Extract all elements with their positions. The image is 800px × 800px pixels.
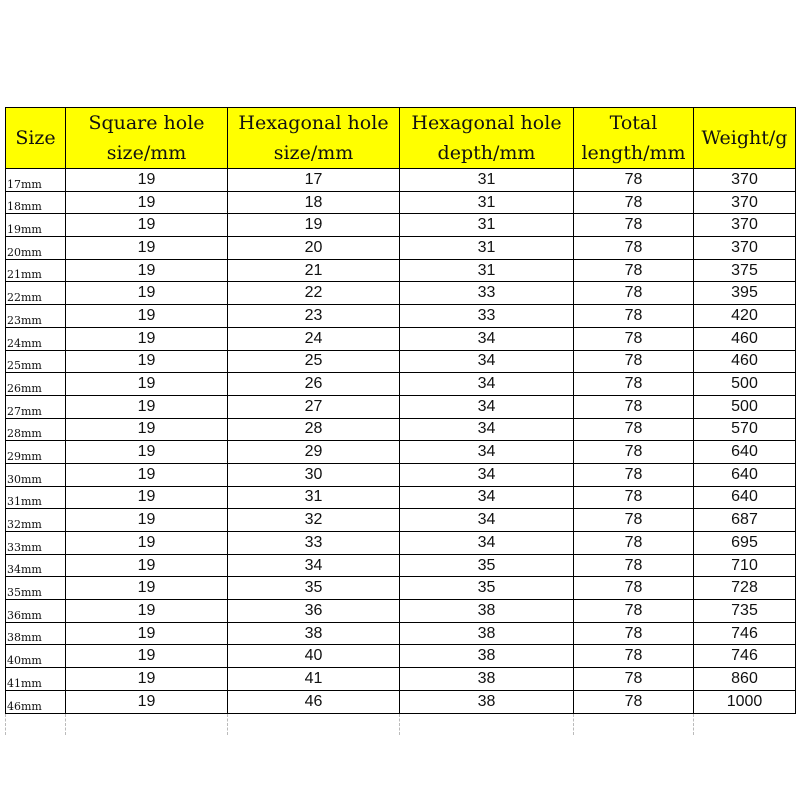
square-hole-size-cell: 19 xyxy=(66,327,228,350)
hex-hole-size-cell: 27 xyxy=(228,395,400,418)
table-row xyxy=(6,373,796,396)
weight-cell: 500 xyxy=(694,373,796,396)
square-hole-size-cell: 19 xyxy=(66,577,228,600)
total-length-cell: 78 xyxy=(574,486,694,509)
square-hole-size-cell: 19 xyxy=(66,600,228,623)
header-total-length: Total length/mm xyxy=(574,108,694,169)
weight-cell: 375 xyxy=(694,259,796,282)
total-length-cell: 78 xyxy=(574,237,694,260)
weight-cell: 570 xyxy=(694,418,796,441)
header-hexagonal-hole-size: Hexagonal hole size/mm xyxy=(228,108,400,169)
weight-cell: 687 xyxy=(694,509,796,532)
square-hole-size-cell: 19 xyxy=(66,237,228,260)
size-cell: 21mm xyxy=(6,259,66,282)
header-square-hole-size: Square hole size/mm xyxy=(66,108,228,169)
size-cell: 23mm xyxy=(6,305,66,328)
square-hole-size-cell: 19 xyxy=(66,441,228,464)
hex-hole-depth-cell: 31 xyxy=(400,259,574,282)
hex-hole-size-cell: 20 xyxy=(228,237,400,260)
size-cell: 38mm xyxy=(6,622,66,645)
hex-hole-size-cell: 35 xyxy=(228,577,400,600)
hex-hole-size-cell: 23 xyxy=(228,305,400,328)
total-length-cell: 78 xyxy=(574,259,694,282)
hex-hole-size-cell: 25 xyxy=(228,350,400,373)
gridline-cell xyxy=(66,713,228,735)
hex-hole-size-cell: 32 xyxy=(228,509,400,532)
total-length-cell: 78 xyxy=(574,373,694,396)
hex-hole-size-cell: 22 xyxy=(228,282,400,305)
hex-hole-size-cell: 33 xyxy=(228,532,400,555)
hex-hole-depth-cell: 34 xyxy=(400,327,574,350)
table-row xyxy=(6,214,796,237)
weight-cell: 860 xyxy=(694,668,796,691)
hex-hole-size-cell: 17 xyxy=(228,169,400,192)
table-row xyxy=(6,690,796,713)
total-length-cell: 78 xyxy=(574,282,694,305)
hex-hole-size-cell: 36 xyxy=(228,600,400,623)
hex-hole-depth-cell: 34 xyxy=(400,509,574,532)
weight-cell: 710 xyxy=(694,554,796,577)
square-hole-size-cell: 19 xyxy=(66,418,228,441)
table-row xyxy=(6,282,796,305)
total-length-cell: 78 xyxy=(574,622,694,645)
total-length-cell: 78 xyxy=(574,463,694,486)
gridline-cell xyxy=(6,713,66,735)
header-weight: Weight/g xyxy=(694,108,796,169)
square-hole-size-cell: 19 xyxy=(66,259,228,282)
square-hole-size-cell: 19 xyxy=(66,282,228,305)
table-row xyxy=(6,645,796,668)
square-hole-size-cell: 19 xyxy=(66,509,228,532)
size-cell: 33mm xyxy=(6,532,66,555)
trailing-gridline-row xyxy=(6,713,796,735)
hex-hole-size-cell: 24 xyxy=(228,327,400,350)
weight-cell: 735 xyxy=(694,600,796,623)
weight-cell: 746 xyxy=(694,622,796,645)
size-cell: 31mm xyxy=(6,486,66,509)
total-length-cell: 78 xyxy=(574,350,694,373)
header-size: Size xyxy=(6,108,66,169)
total-length-cell: 78 xyxy=(574,645,694,668)
table-row xyxy=(6,668,796,691)
hex-hole-size-cell: 41 xyxy=(228,668,400,691)
square-hole-size-cell: 19 xyxy=(66,350,228,373)
weight-cell: 370 xyxy=(694,169,796,192)
total-length-cell: 78 xyxy=(574,577,694,600)
size-cell: 46mm xyxy=(6,690,66,713)
size-cell: 19mm xyxy=(6,214,66,237)
square-hole-size-cell: 19 xyxy=(66,169,228,192)
table-row xyxy=(6,191,796,214)
square-hole-size-cell: 19 xyxy=(66,373,228,396)
gridline-cell xyxy=(400,713,574,735)
hex-hole-depth-cell: 34 xyxy=(400,486,574,509)
hex-hole-depth-cell: 31 xyxy=(400,214,574,237)
table-row xyxy=(6,509,796,532)
total-length-cell: 78 xyxy=(574,509,694,532)
hex-hole-size-cell: 46 xyxy=(228,690,400,713)
hex-hole-size-cell: 18 xyxy=(228,191,400,214)
hex-hole-depth-cell: 31 xyxy=(400,169,574,192)
size-cell: 40mm xyxy=(6,645,66,668)
total-length-cell: 78 xyxy=(574,214,694,237)
table-header xyxy=(6,108,796,169)
size-cell: 17mm xyxy=(6,169,66,192)
hex-hole-size-cell: 29 xyxy=(228,441,400,464)
header-row xyxy=(6,108,796,169)
hex-hole-size-cell: 38 xyxy=(228,622,400,645)
hex-hole-depth-cell: 34 xyxy=(400,463,574,486)
hex-hole-depth-cell: 34 xyxy=(400,395,574,418)
hex-hole-depth-cell: 38 xyxy=(400,645,574,668)
square-hole-size-cell: 19 xyxy=(66,486,228,509)
gridline-cell xyxy=(694,713,796,735)
weight-cell: 695 xyxy=(694,532,796,555)
hex-hole-depth-cell: 34 xyxy=(400,373,574,396)
size-cell: 34mm xyxy=(6,554,66,577)
size-cell: 28mm xyxy=(6,418,66,441)
total-length-cell: 78 xyxy=(574,600,694,623)
table-row xyxy=(6,418,796,441)
total-length-cell: 78 xyxy=(574,554,694,577)
table-row xyxy=(6,463,796,486)
table-row xyxy=(6,441,796,464)
table-row xyxy=(6,554,796,577)
hex-hole-size-cell: 21 xyxy=(228,259,400,282)
table-row xyxy=(6,600,796,623)
table-row xyxy=(6,622,796,645)
hex-hole-depth-cell: 35 xyxy=(400,554,574,577)
hex-hole-size-cell: 30 xyxy=(228,463,400,486)
square-hole-size-cell: 19 xyxy=(66,622,228,645)
hex-hole-depth-cell: 31 xyxy=(400,237,574,260)
weight-cell: 728 xyxy=(694,577,796,600)
total-length-cell: 78 xyxy=(574,532,694,555)
size-cell: 25mm xyxy=(6,350,66,373)
square-hole-size-cell: 19 xyxy=(66,554,228,577)
hex-hole-depth-cell: 34 xyxy=(400,532,574,555)
table-row xyxy=(6,532,796,555)
weight-cell: 460 xyxy=(694,350,796,373)
total-length-cell: 78 xyxy=(574,418,694,441)
total-length-cell: 78 xyxy=(574,327,694,350)
table-row xyxy=(6,486,796,509)
total-length-cell: 78 xyxy=(574,441,694,464)
hex-hole-depth-cell: 33 xyxy=(400,282,574,305)
hex-hole-size-cell: 34 xyxy=(228,554,400,577)
hex-hole-depth-cell: 34 xyxy=(400,441,574,464)
size-cell: 35mm xyxy=(6,577,66,600)
size-cell: 18mm xyxy=(6,191,66,214)
square-hole-size-cell: 19 xyxy=(66,668,228,691)
hex-hole-depth-cell: 38 xyxy=(400,622,574,645)
size-cell: 20mm xyxy=(6,237,66,260)
hex-hole-depth-cell: 38 xyxy=(400,600,574,623)
table-row xyxy=(6,577,796,600)
table-row xyxy=(6,259,796,282)
total-length-cell: 78 xyxy=(574,668,694,691)
square-hole-size-cell: 19 xyxy=(66,395,228,418)
hex-hole-depth-cell: 33 xyxy=(400,305,574,328)
hex-hole-size-cell: 26 xyxy=(228,373,400,396)
size-cell: 27mm xyxy=(6,395,66,418)
gridline-cell xyxy=(228,713,400,735)
size-cell: 32mm xyxy=(6,509,66,532)
weight-cell: 640 xyxy=(694,463,796,486)
weight-cell: 1000 xyxy=(694,690,796,713)
table-row xyxy=(6,350,796,373)
weight-cell: 640 xyxy=(694,486,796,509)
square-hole-size-cell: 19 xyxy=(66,532,228,555)
hex-hole-depth-cell: 31 xyxy=(400,191,574,214)
weight-cell: 370 xyxy=(694,237,796,260)
square-hole-size-cell: 19 xyxy=(66,214,228,237)
weight-cell: 370 xyxy=(694,191,796,214)
table-row xyxy=(6,237,796,260)
square-hole-size-cell: 19 xyxy=(66,645,228,668)
table-row xyxy=(6,395,796,418)
weight-cell: 395 xyxy=(694,282,796,305)
size-cell: 26mm xyxy=(6,373,66,396)
hex-hole-size-cell: 31 xyxy=(228,486,400,509)
hex-hole-depth-cell: 38 xyxy=(400,690,574,713)
size-cell: 29mm xyxy=(6,441,66,464)
table-row xyxy=(6,305,796,328)
size-cell: 24mm xyxy=(6,327,66,350)
size-cell: 30mm xyxy=(6,463,66,486)
table-row xyxy=(6,169,796,192)
hex-hole-depth-cell: 35 xyxy=(400,577,574,600)
total-length-cell: 78 xyxy=(574,690,694,713)
total-length-cell: 78 xyxy=(574,169,694,192)
total-length-cell: 78 xyxy=(574,305,694,328)
header-hexagonal-hole-depth: Hexagonal hole depth/mm xyxy=(400,108,574,169)
weight-cell: 640 xyxy=(694,441,796,464)
weight-cell: 460 xyxy=(694,327,796,350)
gridline-cell xyxy=(574,713,694,735)
hex-hole-size-cell: 28 xyxy=(228,418,400,441)
weight-cell: 370 xyxy=(694,214,796,237)
table-body xyxy=(6,169,796,736)
square-hole-size-cell: 19 xyxy=(66,463,228,486)
weight-cell: 420 xyxy=(694,305,796,328)
hex-hole-size-cell: 19 xyxy=(228,214,400,237)
size-cell: 41mm xyxy=(6,668,66,691)
weight-cell: 746 xyxy=(694,645,796,668)
weight-cell: 500 xyxy=(694,395,796,418)
total-length-cell: 78 xyxy=(574,191,694,214)
hex-hole-depth-cell: 34 xyxy=(400,350,574,373)
hex-hole-size-cell: 40 xyxy=(228,645,400,668)
square-hole-size-cell: 19 xyxy=(66,305,228,328)
size-cell: 36mm xyxy=(6,600,66,623)
spec-table xyxy=(5,107,796,735)
size-cell: 22mm xyxy=(6,282,66,305)
hex-hole-depth-cell: 34 xyxy=(400,418,574,441)
total-length-cell: 78 xyxy=(574,395,694,418)
square-hole-size-cell: 19 xyxy=(66,191,228,214)
hex-hole-depth-cell: 38 xyxy=(400,668,574,691)
square-hole-size-cell: 19 xyxy=(66,690,228,713)
table-row xyxy=(6,327,796,350)
